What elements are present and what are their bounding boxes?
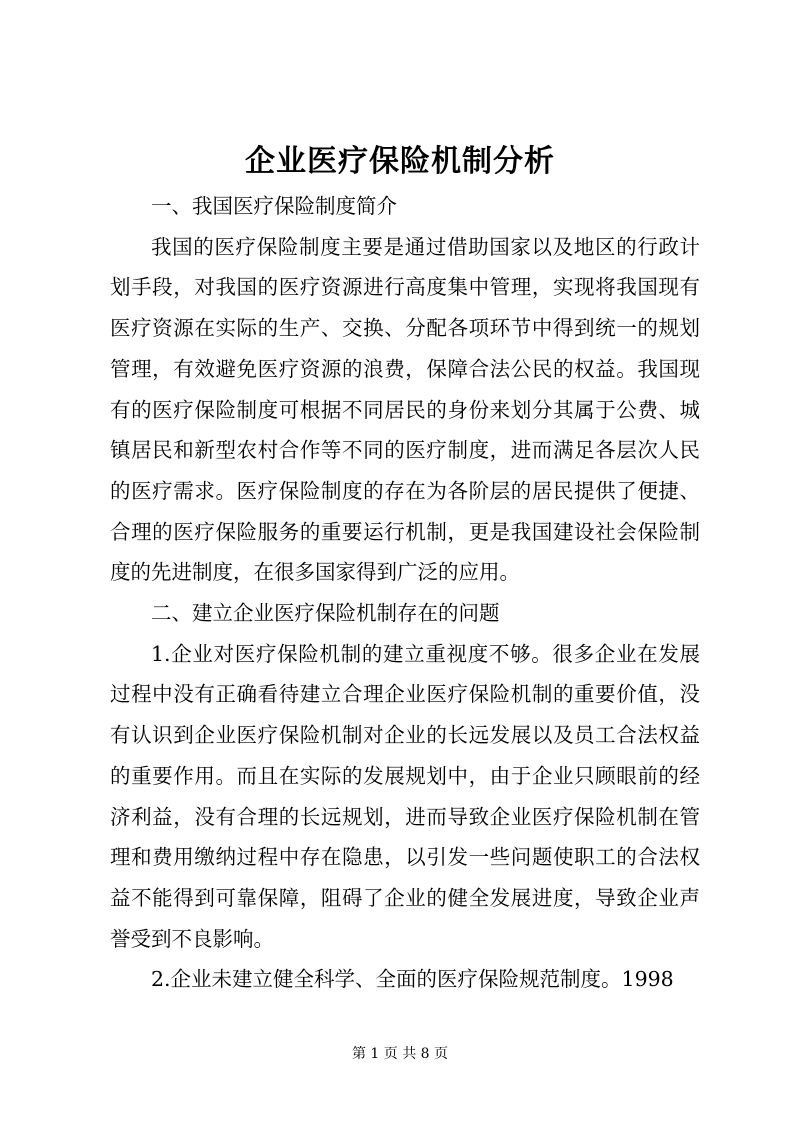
section-heading-2: 二、建立企业医疗保险机制存在的问题 [151, 601, 500, 626]
section-heading-1: 一、我国医疗保险制度简介 [151, 194, 397, 218]
paragraph-issue-1: 1.企业对医疗保险机制的建立重视度不够。很多企业在发展过程中没有正确看待建立合理企业医疗保险机制的重要价值，没有认识到企业医疗保险机制对企业的长远发展以及员工合法权益的重要作用。而且在实际的发展规划中，由于企业只顾眼前的经济利益，没有合理的长远规划，进而导致企业医疗保险机制在管理和费用缴纳过程中存在隐患，以引发一些问题使职工的合法权益不能得到可靠保障，阻碍了企业的健全发展进度，导致企业声誉受到不良影响。 [110, 641, 700, 951]
document-title: 企业医疗保险机制分析 [245, 144, 555, 179]
document-body [110, 186, 700, 1000]
paragraph-issue-2: 2.企业未建立健全科学、全面的医疗保险规范制度。1998 [151, 967, 674, 992]
page-footer: 第 1 页 共 8 页 [351, 1046, 449, 1062]
paragraph-intro: 我国的医疗保险制度主要是通过借助国家以及地区的行政计划手段，对我国的医疗资源进行高度集中管理，实现将我国现有医疗资源在实际的生产、交换、分配各项环节中得到统一的规划管理，有效避免医疗资源的浪费，保障合法公民的权益。我国现有的医疗保险制度可根据不同居民的身份来划分其属于公费、城镇居民和新型农村合作等不同的医疗制度，进而满足各层次人民的医疗需求。医疗保险制度的存在为各阶层的居民提供了便捷、合理的医疗保险服务的重要运行机制，更是我国建设社会保险制度的先进制度，在很多国家得到广泛的应用。 [110, 234, 700, 585]
